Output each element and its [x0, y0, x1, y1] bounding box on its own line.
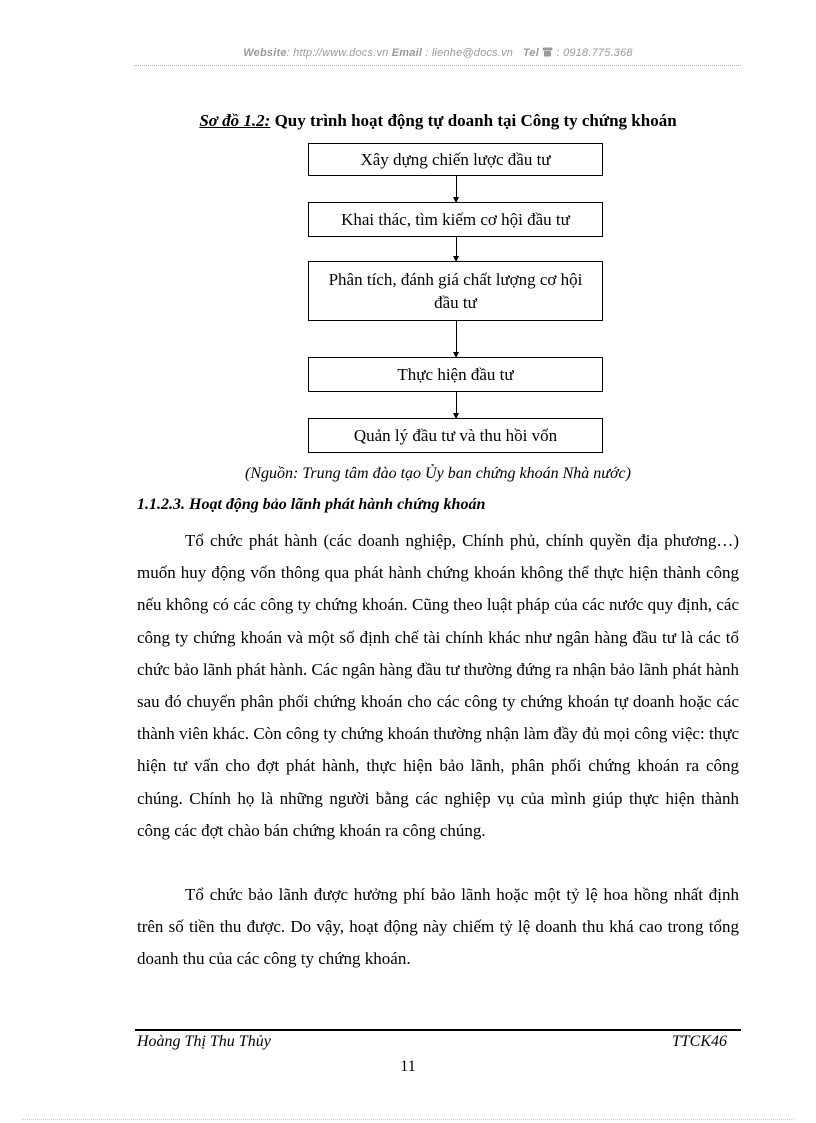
caption-title: Quy trình hoạt động tự doanh tại Công ty chứng khoán [270, 111, 677, 130]
flow-step-4: Thực hiện đầu tư [308, 357, 603, 392]
email-value: : lienhe@docs.vn [422, 47, 514, 59]
website-value: : http://www.docs.vn [286, 47, 389, 59]
flow-arrow-2 [456, 237, 457, 261]
flow-arrow-3 [456, 321, 457, 357]
flow-arrow-1 [456, 176, 457, 202]
flow-arrow-4 [456, 392, 457, 418]
section-heading: 1.1.2.3. Hoạt động bảo lãnh phát hành chứng khoán [137, 496, 486, 513]
header-divider [135, 65, 741, 66]
footer-divider [135, 1029, 741, 1031]
page-bottom-divider [22, 1119, 794, 1120]
flow-step-2: Khai thác, tìm kiếm cơ hội đầu tư [308, 202, 603, 237]
body-paragraph-1: Tổ chức phát hành (các doanh nghiệp, Chính phủ, chính quyền địa phương…) muốn huy động vốn thông qua phát hành chứng khoán không thể thực hiện thành công nếu không có các công ty chứng khoán. Cũng theo luật pháp của các nước quy định, các công ty chứng khoán và một số định chế tài chính khác như ngân hàng đầu tư là các tổ chức bảo lãnh phát hành. Các ngân hàng đầu tư thường đứng ra nhận bảo lãnh phát hành sau đó chuyển phân phối chứng khoán cho các công ty chứng khoán tự doanh hoặc các thành viên khác. Còn công ty chứng khoán thường nhận làm đầy đủ mọi công việc: thực hiện tư vấn cho đợt phát hành, thực hiện bảo lãnh, phân phối chứng khoán ra công chúng. Chính họ là những người bằng các nghiệp vụ của mình giúp thực hiện thành công các đợt chào bán chứng khoán ra công chúng. [137, 531, 739, 840]
diagram-caption [130, 111, 746, 131]
footer-author: Hoàng Thị Thu Thủy [137, 1033, 271, 1050]
tel-label: Tel [522, 47, 539, 59]
flow-step-5: Quản lý đầu tư và thu hồi vốn [308, 418, 603, 453]
tel-value: : 0918.775.368 [556, 47, 633, 59]
diagram-source: (Nguồn: Trung tâm đào tạo Ủy ban chứng khoán Nhà nước) [245, 465, 631, 482]
footer-class-code: TTCK46 [671, 1033, 727, 1050]
body-paragraph-2: Tổ chức bảo lãnh được hưởng phí bảo lãnh hoặc một tỷ lệ hoa hồng nhất định trên số tiền thu được. Do vậy, hoạt động này chiếm tỷ lệ doanh thu khá cao trong tổng doanh thu của các công ty chứng khoán. [137, 885, 739, 969]
page-header [135, 47, 741, 59]
phone-icon [542, 47, 556, 59]
page-number: 11 [400, 1058, 416, 1075]
flow-step-1: Xây dựng chiến lược đầu tư [308, 143, 603, 176]
email-label: Email [391, 47, 423, 59]
website-label: Website [243, 47, 287, 59]
flow-step-3: Phân tích, đánh giá chất lượng cơ hội đầu tư [308, 261, 603, 321]
caption-label: Sơ đồ 1.2: [199, 111, 271, 130]
